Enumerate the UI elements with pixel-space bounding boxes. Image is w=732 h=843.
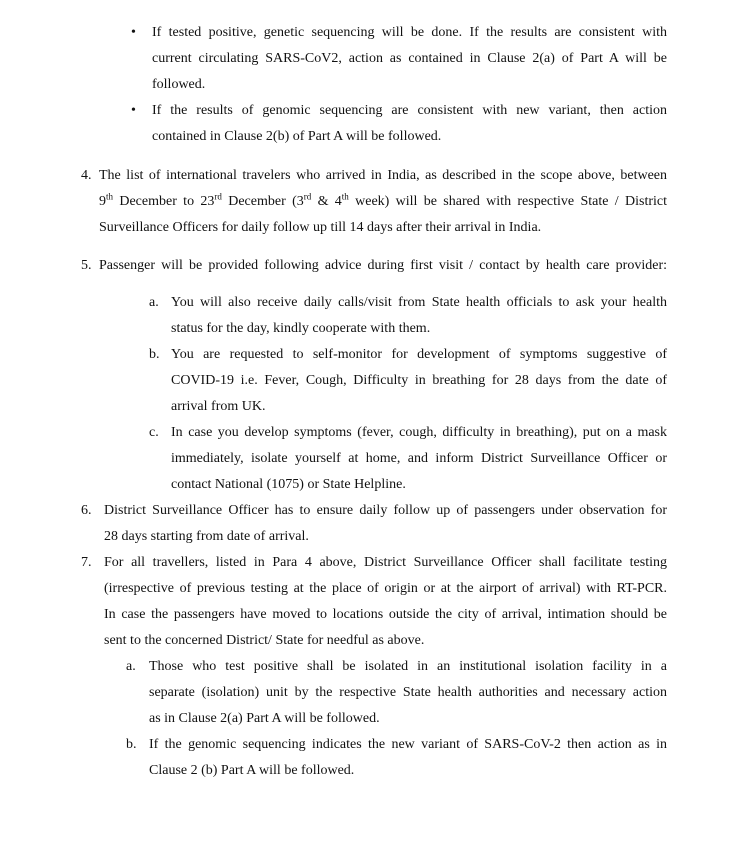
item-5c-line-3: contact National (1075) or State Helpline. xyxy=(171,477,406,492)
item-5b-line-1: You are requested to self-monitor for development of symptoms suggestive of xyxy=(171,347,667,362)
bullet-marker: • xyxy=(131,25,136,40)
item-7-line-4: sent to the concerned District/ State for needful as above. xyxy=(104,633,425,648)
item-6-number: 6. xyxy=(81,503,92,518)
item-5a-line-2: status for the day, kindly cooperate with them. xyxy=(171,321,431,336)
item-7a-line-2: separate (isolation) unit by the respective State health authorities and necessary action xyxy=(149,685,667,700)
item-5a-line-1: You will also receive daily calls/visit from State health officials to ask your health xyxy=(171,295,667,310)
bullet-marker: • xyxy=(131,103,136,118)
item-7b-line-2: Clause 2 (b) Part A will be followed. xyxy=(149,763,355,778)
item-4-line-2: 9th December to 23rd December (3rd & 4th week) will be shared with respective State / District xyxy=(99,191,667,209)
item-5c-line-1: In case you develop symptoms (fever, cough, difficulty in breathing), put on a mask xyxy=(171,425,667,440)
item-7a-marker: a. xyxy=(126,659,136,674)
item-7a-line-3: as in Clause 2(a) Part A will be followed. xyxy=(149,711,380,726)
item-5b-marker: b. xyxy=(149,347,160,362)
bullet-1-line-2: current circulating SARS-CoV2, action as contained in Clause 2(a) of Part A will be xyxy=(152,51,667,66)
item-5c-line-2: immediately, isolate yourself at home, and inform District Surveillance Officer or xyxy=(171,451,667,466)
item-5b-line-2: COVID-19 i.e. Fever, Cough, Difficulty in breathing for 28 days from the date of xyxy=(171,373,667,388)
bullet-1-line-1: If tested positive, genetic sequencing will be done. If the results are consistent with xyxy=(152,25,667,40)
item-7-line-1: For all travellers, listed in Para 4 above, District Surveillance Officer shall facilitate testing xyxy=(104,555,667,570)
bullet-2-line-2: contained in Clause 2(b) of Part A will be followed. xyxy=(152,129,442,144)
item-5a-marker: a. xyxy=(149,295,159,310)
item-7-line-3: In case the passengers have moved to locations outside the city of arrival, intimation should be xyxy=(104,607,667,622)
item-7-number: 7. xyxy=(81,555,92,570)
item-5-line-1: Passenger will be provided following advice during first visit / contact by health care provider: xyxy=(99,258,667,273)
item-7b-marker: b. xyxy=(126,737,137,752)
item-6-line-1: District Surveillance Officer has to ensure daily follow up of passengers under observation for xyxy=(104,503,667,518)
item-7-line-2: (irrespective of previous testing at the place of origin or at the airport of arrival) with RT-PCR. xyxy=(104,581,667,596)
item-7a-line-1: Those who test positive shall be isolated in an institutional isolation facility in a xyxy=(149,659,667,674)
item-5-number: 5. xyxy=(81,258,92,273)
item-5b-line-3: arrival from UK. xyxy=(171,399,266,414)
item-4-line-3: Surveillance Officers for daily follow up till 14 days after their arrival in India. xyxy=(99,220,542,235)
item-4-line-1: The list of international travelers who arrived in India, as described in the scope above, between xyxy=(99,168,667,183)
bullet-2-line-1: If the results of genomic sequencing are consistent with new variant, then action xyxy=(152,103,667,118)
bullet-1-line-3: followed. xyxy=(152,77,206,92)
item-4-number: 4. xyxy=(81,168,92,183)
item-7b-line-1: If the genomic sequencing indicates the new variant of SARS-CoV-2 then action as in xyxy=(149,737,667,752)
item-5c-marker: c. xyxy=(149,425,159,440)
item-6-line-2: 28 days starting from date of arrival. xyxy=(104,529,309,544)
